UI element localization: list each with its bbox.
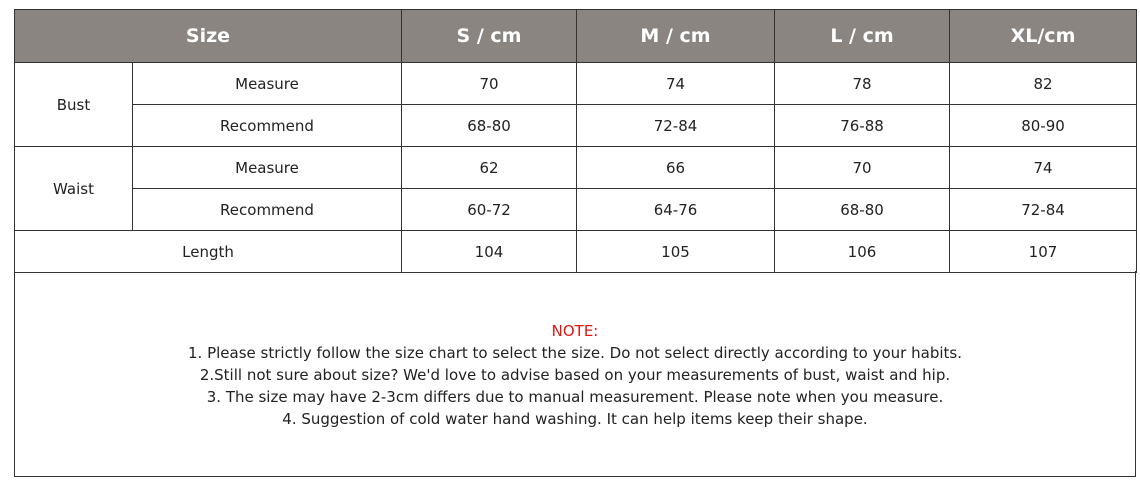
note-line-2: 2.Still not sure about size? We'd love to advise based on your measurements of bust, waist and hip. xyxy=(199,366,951,384)
bust-measure-m: 74 xyxy=(577,63,775,105)
waist-measure-s: 62 xyxy=(402,147,577,189)
header-l: L / cm xyxy=(775,10,950,63)
header-row xyxy=(15,10,1137,63)
size-chart-table xyxy=(14,9,1137,273)
waist-measure-xl: 74 xyxy=(950,147,1137,189)
table-row xyxy=(15,231,1137,273)
waist-recommend-label: Recommend xyxy=(133,189,402,231)
bust-measure-xl: 82 xyxy=(950,63,1137,105)
table-row xyxy=(15,63,1137,105)
notes-content xyxy=(15,320,1135,430)
note-line-3: 3. The size may have 2-3cm differs due to manual measurement. Please note when you measure. xyxy=(206,388,944,406)
bust-label: Bust xyxy=(15,63,133,147)
length-l: 106 xyxy=(775,231,950,273)
header-s: S / cm xyxy=(402,10,577,63)
note-title: NOTE: xyxy=(551,322,599,340)
length-xl: 107 xyxy=(950,231,1137,273)
bust-measure-s: 70 xyxy=(402,63,577,105)
note-line-4: 4. Suggestion of cold water hand washing. It can help items keep their shape. xyxy=(282,410,868,428)
waist-recommend-l: 68-80 xyxy=(775,189,950,231)
waist-label: Waist xyxy=(15,147,133,231)
length-m: 105 xyxy=(577,231,775,273)
header-xl: XL/cm xyxy=(950,10,1137,63)
bust-recommend-s: 68-80 xyxy=(402,105,577,147)
table-row xyxy=(15,189,1137,231)
bust-measure-label: Measure xyxy=(133,63,402,105)
bust-recommend-xl: 80-90 xyxy=(950,105,1137,147)
waist-measure-label: Measure xyxy=(133,147,402,189)
waist-recommend-s: 60-72 xyxy=(402,189,577,231)
waist-measure-m: 66 xyxy=(577,147,775,189)
length-label: Length xyxy=(15,231,402,273)
bust-recommend-l: 76-88 xyxy=(775,105,950,147)
note-line-1: 1. Please strictly follow the size chart to select the size. Do not select directly according to your habits. xyxy=(188,344,962,362)
table-row xyxy=(15,147,1137,189)
header-size: Size xyxy=(15,10,402,63)
waist-measure-l: 70 xyxy=(775,147,950,189)
notes-box xyxy=(14,271,1136,477)
header-m: M / cm xyxy=(577,10,775,63)
table-row xyxy=(15,105,1137,147)
waist-recommend-m: 64-76 xyxy=(577,189,775,231)
bust-recommend-label: Recommend xyxy=(133,105,402,147)
length-s: 104 xyxy=(402,231,577,273)
waist-recommend-xl: 72-84 xyxy=(950,189,1137,231)
bust-measure-l: 78 xyxy=(775,63,950,105)
bust-recommend-m: 72-84 xyxy=(577,105,775,147)
